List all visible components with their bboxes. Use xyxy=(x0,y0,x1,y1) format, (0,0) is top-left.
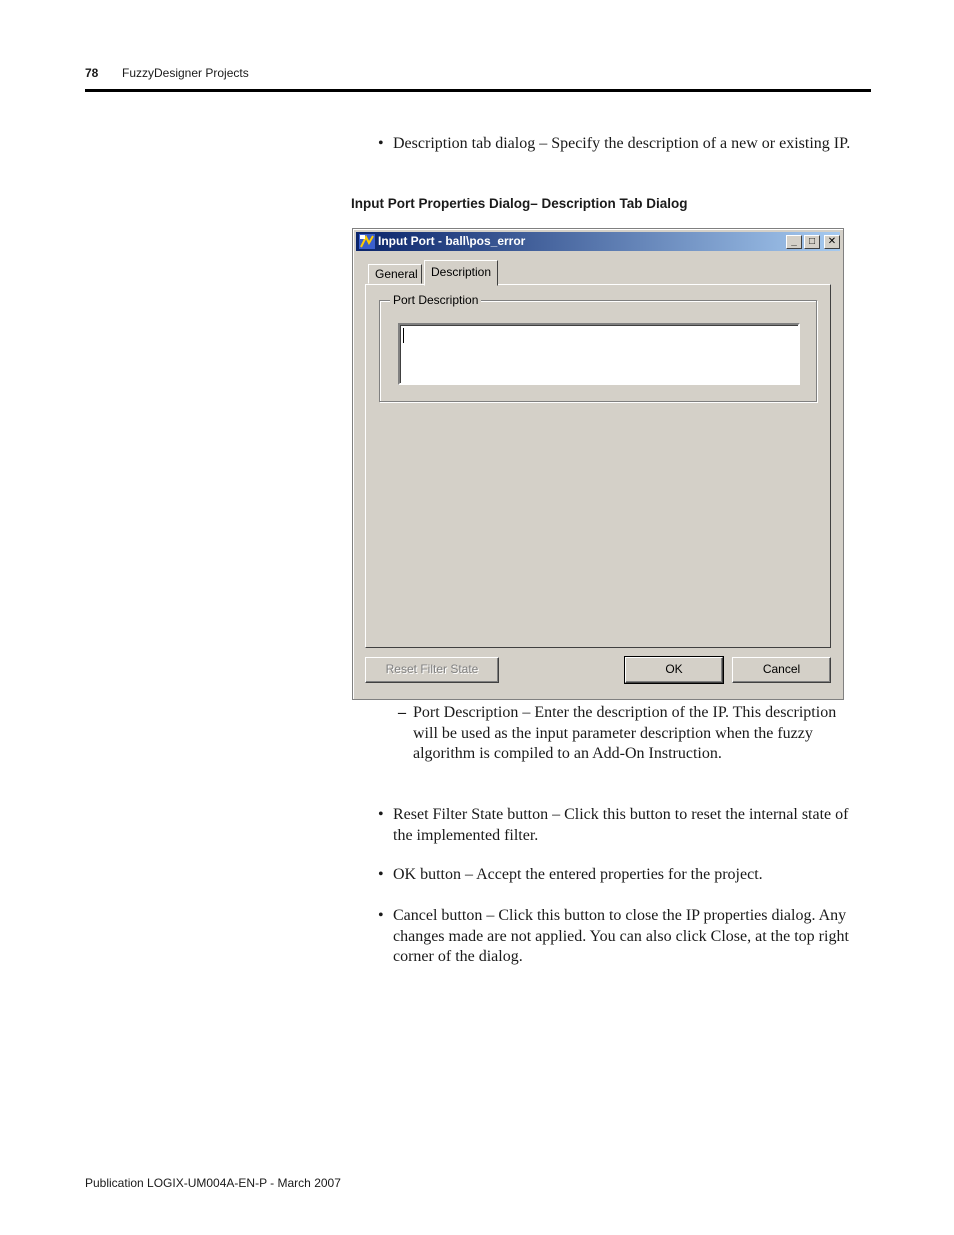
port-description-input[interactable] xyxy=(398,323,800,385)
ok-button[interactable]: OK xyxy=(625,657,723,683)
bullet-mark: • xyxy=(378,806,384,823)
page-number: 78 xyxy=(85,66,99,80)
figure-caption: Input Port Properties Dialog– Description Tab Dialog xyxy=(351,196,688,211)
bullet-ok xyxy=(378,865,863,886)
bullet-text: OK button – Accept the entered properties for the project. xyxy=(393,866,763,883)
tab-panel xyxy=(365,284,831,648)
running-head: FuzzyDesigner Projects xyxy=(122,66,249,80)
publication-footer: Publication LOGIX-UM004A-EN-P - March 2007 xyxy=(85,1176,341,1190)
bullet-mark: • xyxy=(378,866,384,883)
bullet-mark: • xyxy=(378,135,384,152)
dash-mark: – xyxy=(398,704,406,721)
input-port-dialog xyxy=(352,228,844,700)
port-description-label: Port Description xyxy=(390,293,481,307)
bullet-cancel xyxy=(378,906,863,968)
sub-bullet-text: Port Description – Enter the description of the IP. This description will be used as the input parameter description when the fuzzy algorithm is compiled to an Add-On Instruction. xyxy=(413,704,837,762)
text-caret xyxy=(403,328,404,343)
cancel-button[interactable]: Cancel xyxy=(732,657,831,683)
maximize-button[interactable]: □ xyxy=(804,235,820,249)
port-description-group xyxy=(379,293,817,402)
port-description-sub-bullet xyxy=(398,703,853,765)
tab-description[interactable]: Description xyxy=(424,260,498,286)
dialog-title: Input Port - ball\pos_error xyxy=(378,234,526,248)
bullet-mark: • xyxy=(378,907,384,924)
bullet-reset xyxy=(378,805,863,846)
tab-general[interactable]: General xyxy=(368,264,422,284)
header-rule xyxy=(85,89,871,92)
minimize-button[interactable]: _ xyxy=(786,235,802,249)
bullet-text: Reset Filter State button – Click this button to reset the internal state of the implemented filter. xyxy=(393,806,849,844)
reset-filter-state-button[interactable]: Reset Filter State xyxy=(365,657,499,683)
intro-bullet xyxy=(378,134,858,155)
intro-bullet-text: Description tab dialog – Specify the description of a new or existing IP. xyxy=(393,135,851,152)
dialog-titlebar[interactable] xyxy=(356,232,840,251)
close-button[interactable]: ✕ xyxy=(824,235,840,249)
bullet-text: Cancel button – Click this button to close the IP properties dialog. Any changes made are not applied. You can also click Close, at the top right corner of the dialog. xyxy=(393,907,849,965)
app-icon xyxy=(359,234,375,249)
